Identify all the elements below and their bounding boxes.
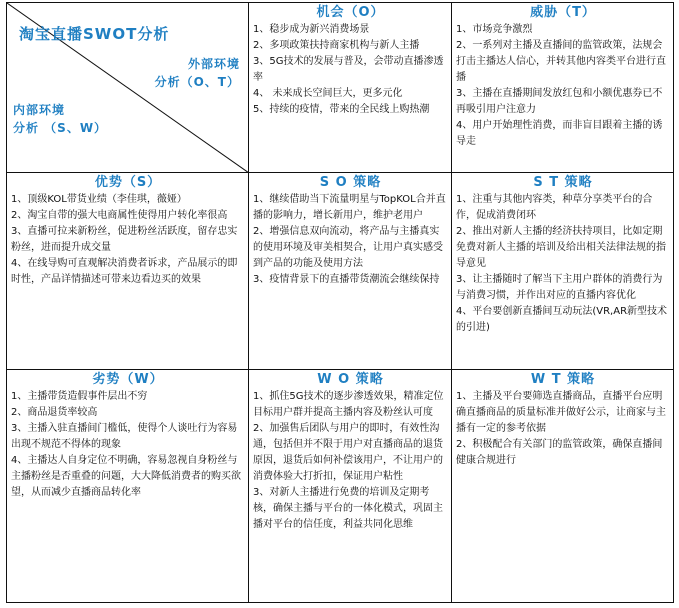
so-strategy-cell <box>249 173 452 370</box>
st-strategy-list <box>456 192 670 336</box>
opportunities-cell <box>249 3 452 173</box>
opportunity-item: 4、 未来成长空间巨大，更多元化 <box>253 88 403 99</box>
st-strategy-item: 2、推出对新人主播的经济扶持项目，比如定期免费对新人主播的培训及给出相关法律法规的指导意见 <box>456 226 666 269</box>
strength-item: 1、顶级KOL带货业绩（李佳琪，薇娅） <box>11 194 187 205</box>
swot-title: 淘宝直播SWOT分析 <box>19 25 170 43</box>
weakness-item: 1、主播带货造假事件层出不穷 <box>11 391 148 402</box>
threats-cell <box>452 3 674 173</box>
opportunity-item: 2、多项政策扶持商家机构与新人主播 <box>253 40 420 51</box>
strengths-cell <box>7 173 249 370</box>
st-strategy-cell <box>452 173 674 370</box>
weakness-item: 3、主播入驻直播间门槛低，使得个人谈吐行为容易出现不规范不得体的现象 <box>11 423 238 450</box>
wo-strategy-cell <box>249 370 452 603</box>
wo-strategy-list <box>253 389 448 533</box>
strength-item: 4、在线导购可直观解决消费者诉求，产品展示的即时性，产品详情描述可带来边看边买的效果 <box>11 258 238 285</box>
strengths-heading: 优势（S） <box>94 175 162 190</box>
wo-strategy-item: 1、抓住5G技术的逐步渗透效果，精准定位目标用户群并提高主播内容及粉丝认可度 <box>253 391 444 418</box>
wt-strategy-list <box>456 389 670 469</box>
strengths-list <box>11 192 245 288</box>
weaknesses-heading: 劣势（W） <box>92 372 164 387</box>
external-environment-label: 外部环境 分析（O、T） <box>154 57 240 89</box>
wt-strategy-item: 2、积极配合有关部门的监管政策，确保直播间健康合规进行 <box>456 439 663 466</box>
wt-strategy-item: 1、主播及平台要筛选直播商品，直播平台应明确直播商品的质量标准并做好公示，让商家与主播有一定的参考依据 <box>456 391 666 434</box>
weaknesses-cell <box>7 370 249 603</box>
threat-item: 4、用户开始理性消费，而非盲目跟着主播的诱导走 <box>456 120 663 147</box>
st-strategy-heading: S T 策略 <box>533 175 593 190</box>
st-strategy-item: 4、平台要创新直播间互动玩法(VR,AR新型技术的引进) <box>456 306 668 333</box>
opportunities-heading: 机会（O） <box>316 5 385 20</box>
weakness-item: 2、商品退货率较高 <box>11 407 98 418</box>
swot-table <box>6 2 674 603</box>
so-strategy-item: 3、疫情背景下的直播带货潮流会继续保持 <box>253 274 440 285</box>
st-strategy-item: 1、注重与其他内容类，种草分享类平台的合作，促成消费闭环 <box>456 194 653 221</box>
wo-strategy-item: 2、加强售后团队与用户的即时，有效性沟通，包括但并不限于用户对直播商品的退货原因，退货后如何补偿该用户，不让用户的消费体验大打折扣，保证用户粘性 <box>253 423 443 482</box>
weakness-item: 4、主播达人自身定位不明确，容易忽视自身粉丝与主播粉丝是否重叠的问题，大大降低消费者的购买欲望，从而减少直播商品转化率 <box>11 455 241 498</box>
threat-item: 2、一系列对主播及直播间的监管政策，法规会打击主播达人信心，并转其他内容类平台进行直播 <box>456 40 666 83</box>
so-strategy-list <box>253 192 448 288</box>
opportunity-item: 3、5G技术的发展与普及，会带动直播渗透率 <box>253 56 444 83</box>
threats-list <box>456 22 670 150</box>
internal-environment-label: 内部环境 分析 （S、W） <box>13 103 108 135</box>
wo-strategy-heading: W O 策略 <box>317 372 384 387</box>
st-strategy-item: 3、让主播随时了解当下主用户群体的消费行为与消费习惯，并作出对应的直播内容优化 <box>456 274 663 301</box>
strength-item: 2、淘宝自带的强大电商属性使得用户转化率很高 <box>11 210 228 221</box>
threat-item: 1、市场竞争激烈 <box>456 24 533 35</box>
threat-item: 3、主播在直播期间发放红包和小额优惠券已不再吸引用户注意力 <box>456 88 663 115</box>
opportunities-list <box>253 22 448 118</box>
strength-item: 3、直播可拉来新粉丝，促进粉丝活跃度，留存忠实粉丝，进而提升成交量 <box>11 226 238 253</box>
corner-header-cell <box>7 3 249 173</box>
opportunity-item: 5、持续的疫情，带来的全民线上购热潮 <box>253 104 430 115</box>
opportunity-item: 1、稳步成为新兴消费场景 <box>253 24 370 35</box>
so-strategy-item: 2、增强信息双向流动，将产品与主播真实的使用环境及审美相契合，让用户真实感受到产品的功能及使用方法 <box>253 226 443 269</box>
threats-heading: 威胁（T） <box>530 5 596 20</box>
wt-strategy-cell <box>452 370 674 603</box>
weaknesses-list <box>11 389 245 501</box>
wo-strategy-item: 3、对新人主播进行免费的培训及定期考核，确保主播与平台的一体化模式，巩固主播对平台的信任度，利益共同化思维 <box>253 487 443 530</box>
so-strategy-item: 1、继续借助当下流量明星与TopKOL合并直播的影响力，增长新用户，维护老用户 <box>253 194 446 221</box>
wt-strategy-heading: W T 策略 <box>530 372 596 387</box>
so-strategy-heading: S O 策略 <box>319 175 382 190</box>
